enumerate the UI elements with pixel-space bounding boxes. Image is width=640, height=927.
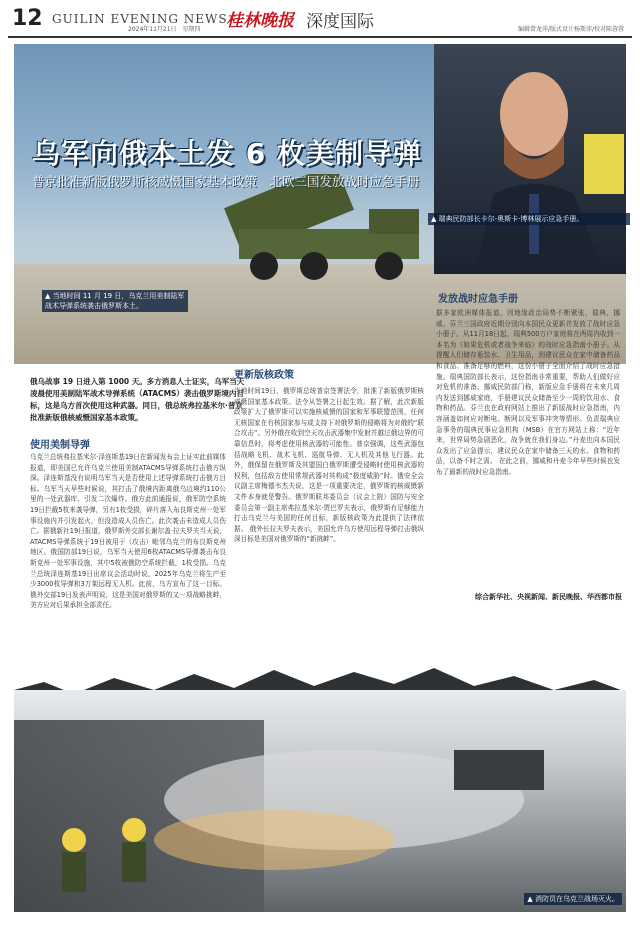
paper-name: GUILIN EVENING NEWS xyxy=(52,12,228,26)
page-number: 12 xyxy=(12,6,43,31)
bottom-photo xyxy=(14,690,626,912)
missile-launcher-illustration xyxy=(219,174,439,294)
paragraph: 俄外交部19日发表声明说，这是美国对俄罗斯的又一项战略挑衅，美方应对后果承担全部责任。 xyxy=(30,590,226,610)
article-body xyxy=(436,308,620,478)
section-title: 深度国际 xyxy=(306,12,374,32)
article-body xyxy=(234,386,424,545)
section-heading: 使用美制导弹 xyxy=(30,440,90,451)
official-portrait xyxy=(434,44,626,274)
section-heading: 更新版核政策 xyxy=(234,370,294,381)
article-body xyxy=(30,452,226,611)
fire-scene-illustration xyxy=(14,690,626,912)
page-header xyxy=(0,0,640,36)
paper-logo: 桂林晚报 xyxy=(226,11,294,31)
bottom-photo-caption: ▲ 消防员在乌克兰战场灭火。 xyxy=(524,893,622,905)
byline: 综合新华社、央视新闻、新民晚报、华西都市报 xyxy=(475,593,622,601)
headline: 乌军向俄本土发 6 枚美制导弹 xyxy=(32,137,422,170)
issue-date: 2024年11月21日 星期四 xyxy=(128,26,201,33)
portrait-caption: ▲ 瑞典民防部长卡尔-奥斯卡·博林展示应急手册。 xyxy=(428,213,630,225)
paragraph: 乌克兰总统弗拉基米尔·泽连斯基19日在新闻发布会上证实此前媒体报道，即美国已允许乌克兰使用美制ATACMS导弹系统打击俄方纵深。泽连斯基没有说明乌军当天是否使用上述导弹系统打击俄方目标。乌军当天早些时候说，其打击了俄境内距离俄乌边境约110公里的一处武器库，引发二次爆炸。俄方此前通报说，俄军防空系统19日拦截5枚来袭导弹，另有1枚受损，碎片落入布良斯克州一处军事设施内并引发起火，但没造成人员伤亡。此次袭击未造成人员伤亡。据俄新社19日报道，俄罗斯外交部长谢尔盖·拉夫罗夫当天说，ATACMS导弹系统于19日被用于（攻击）毗邻乌克兰的布良斯克州地区。俄国防部19日说，乌军当天使用6枚ATACMS导弹袭击布良斯克州一处军事设施，其中5枚被俄防空系统拦截，1枚受损。乌克兰总统泽连斯基19日出席议会活动时说，2025年乌克兰将生产至少3000枚导弹和3万架远程无人机。此前，乌方宣布了这一目标。 xyxy=(30,453,226,589)
subheadline: 普京批准新版俄罗斯核威慑国家基本政策 北欧三国发放战时应急手册 xyxy=(32,174,420,189)
lead-paragraph: 俄乌战事 19 日进入第 1000 天。多方消息人士证实，乌军当天凌晨使用美制陆军战术导弹系统（ATACMS）袭击俄罗斯境内目标，这是乌方首次使用这种武器。同日，俄总统弗拉基米尔·普京批准新版俄核威慑国家基本政策。 xyxy=(30,377,245,422)
paragraph: 据多家欧洲媒体报道，因地缘政治局势不断紧张，瑞典、挪威、芬兰三国政府近期分别向本国民众更新并发放了战时应急小册子。从11月18日起，瑞典500万户家庭将在两周内收到一本名为《如果危机或者战争来临》的战时应急指南小册子。从提醒人们储存瓶装水、卫生用品，到建议民众在家中储备药品和食品、准备足够的燃料，这份小册子全面介绍了战时应急措施。瑞典国防部长表示，这份指南非常重要，帮助人们做好应对危机的准备。挪威民防部门称，新版应急手册将在未来几周内发送到挪威家庭，手册建议民众储备至少一周的饮用水、食物和药品。芬兰也在政府网站上推出了新版战时应急指南，内容涵盖如何应对断电、断网以及军事冲突等情形。负责瑞典应急事务的瑞典民事应急机构（MSB）在官方网站上称：“近年来，世界局势急剧恶化，战争就在我们身边。”丹麦也向本国民众发出了应急提示，建议民众在家中储备三天的水、食物和药品，以备不时之需。 xyxy=(436,309,620,466)
paragraph: 在此之前，挪威和丹麦今年早些时候也发布了最新的战时应急指南。 xyxy=(436,457,621,476)
photo-caption: ▲ 当地时间 11 月 19 日，乌克兰用美制陆军战术导弹系统袭击俄罗斯本土。 xyxy=(42,290,188,312)
section-heading: 发放战时应急手册 xyxy=(438,294,518,305)
paragraph: 俄外长拉夫罗夫表示，美国允许乌方使用远程导弹打击俄纵深目标是美国对俄罗斯的“新挑衅”。 xyxy=(234,524,424,544)
paragraph: 当地时间19日，俄罗斯总统普京签署法令，批准了新版俄罗斯核威慑国家基本政策。法令从签署之日起生效。据了解，此次新版政策扩大了俄罗斯可以实施核威慑的国家和军事联盟范围，任何无核国家在有核国家参与或支持下对俄罗斯的侵略将为对俄的“联合攻击”。另外俄在收到空天攻击武器集中发射并越过俄边界的可靠信息时，将考虑使用核武器的可能性。普京强调，这些武器包括战略飞机、战术飞机、巡航导弹、无人机及其他飞行器。此外，俄保留在俄罗斯及其盟国白俄罗斯遭受侵略时使用核武器的权利，包括敌方使用常规武器对其构成“极度威胁”时。俄安全会议副主席梅德韦杰夫说，这是一项重要决定，俄罗斯的核威慑新文件本身就是警告。俄罗斯联邦委员会（议会上院）国防与安全委员会第一副主席弗拉基米尔·贾巴罗夫表示，俄罗斯有足够能力打击乌克兰与美国的任何目标，新版核政策为此提供了法律依据。 xyxy=(234,387,424,533)
editor-credits: 编辑曾龙萍/版式设计杨斯沛/校对陈蓉蓉 xyxy=(517,26,624,33)
header-rule xyxy=(8,36,632,38)
